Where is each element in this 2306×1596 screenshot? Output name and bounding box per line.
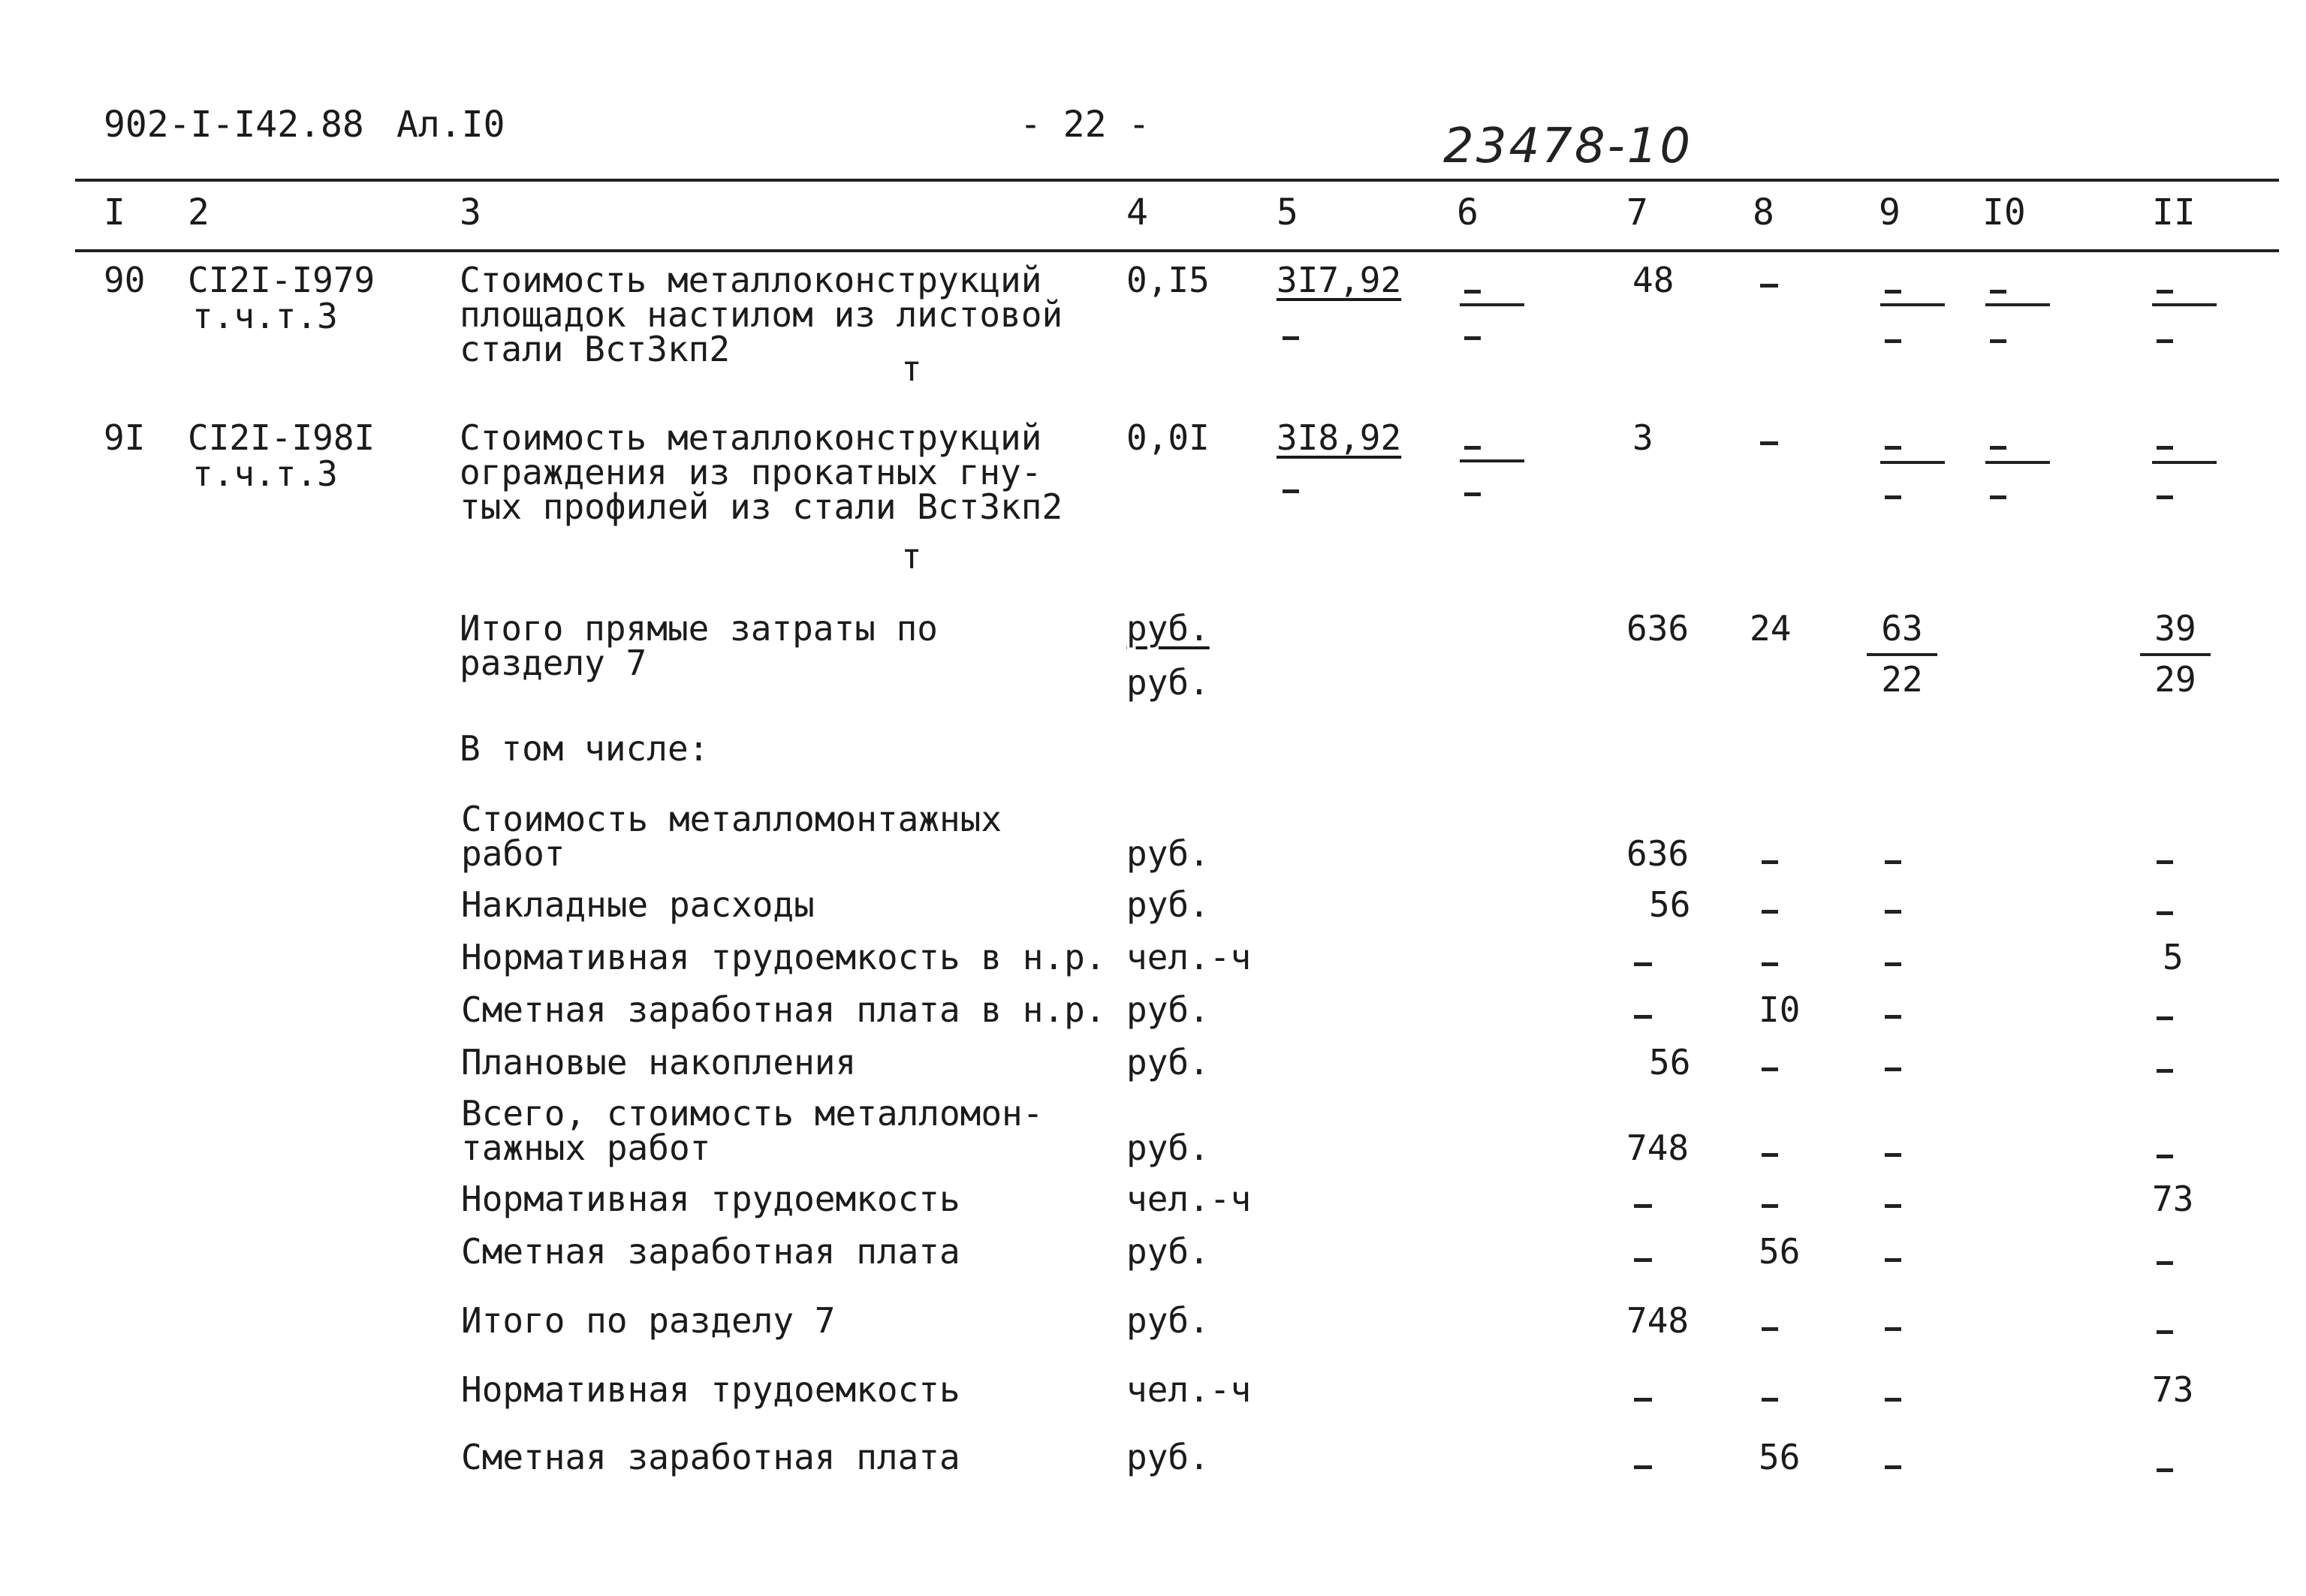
- row-91-quantity: 0,0I: [1126, 417, 1210, 458]
- column-number-9: 9: [1879, 191, 1901, 233]
- column-number-5: 5: [1277, 191, 1298, 233]
- row-91-description: Стоимость металлоконструкций ограждения из прокатных гну- тых профилей из стали ВстЗкп2: [460, 417, 1063, 527]
- column-number-7: 7: [1626, 191, 1648, 233]
- breakdown-labor-hours-unit: чел.-ч: [1126, 1179, 1252, 1219]
- row-91-col6-dash-top: [1464, 446, 1481, 450]
- column-number-6: 6: [1457, 191, 1479, 233]
- breakdown-metal-installation-cost-label: Стоимость металломонтажных работ: [461, 799, 1002, 874]
- row-91-col9-dash-top: [1885, 446, 1901, 450]
- breakdown-total-metal-installation-col9-dash: [1885, 1153, 1901, 1157]
- row-91-col6-dash-bottom: [1464, 492, 1481, 496]
- breakdown-labor-hours-col7-dash: [1634, 1204, 1652, 1208]
- breakdown-labor-hours-label: Нормативная трудоемкость: [461, 1179, 960, 1219]
- subtotal-col9-fraction: [1867, 608, 1937, 700]
- breakdown-wages-col9-dash: [1885, 1258, 1901, 1262]
- row-90-col11-dash-bottom: [2157, 339, 2173, 343]
- subtotal-unit-bottom: руб.: [1126, 662, 1210, 703]
- column-number-8: 8: [1753, 191, 1774, 233]
- breakdown-labor-hours-col11: 73: [2152, 1179, 2194, 1219]
- row-91-col9-rule: [1880, 461, 1945, 464]
- row-91-unit-mark: т: [901, 536, 922, 577]
- breakdown-wages-overhead-col11-dash: [2157, 1016, 2173, 1020]
- row-91-col8-dash: [1760, 441, 1778, 445]
- breakdown-section-wages-unit: руб.: [1126, 1437, 1210, 1477]
- breakdown-planned-savings-col7: 56: [1649, 1042, 1691, 1083]
- row-91-code: CI2I-I98I: [188, 417, 375, 458]
- column-number-11: II: [2152, 191, 2196, 233]
- breakdown-metal-installation-cost-col8-dash: [1762, 860, 1778, 864]
- row-91-col11-dash-bottom: [2157, 495, 2173, 499]
- breakdown-section-wages-col9-dash: [1885, 1465, 1901, 1469]
- column-number-4: 4: [1126, 191, 1148, 233]
- breakdown-metal-installation-cost-col7: 636: [1626, 833, 1690, 874]
- document-code: 902-I-I42.88: [104, 104, 364, 146]
- breakdown-labor-hours-overhead-label: Нормативная трудоемкость в н.р.: [461, 937, 1106, 977]
- breakdown-planned-savings-col8-dash: [1762, 1068, 1778, 1071]
- breakdown-section-total-col8-dash: [1762, 1327, 1778, 1331]
- row-90-col10-rule: [1985, 303, 2050, 306]
- subtotal-unit-top: руб.: [1126, 608, 1210, 649]
- breakdown-total-metal-installation-label: Всего, стоимость металломон- тажных работ: [461, 1093, 1044, 1168]
- breakdown-wages-col7-dash: [1634, 1258, 1652, 1262]
- row-90-unit-mark: т: [901, 348, 922, 389]
- breakdown-labor-hours-overhead-col9-dash: [1885, 962, 1901, 966]
- breakdown-planned-savings-unit: руб.: [1126, 1042, 1210, 1083]
- breakdown-overhead-col7: 56: [1649, 884, 1691, 925]
- row-90-code: CI2I-I979: [188, 260, 375, 300]
- breakdown-section-wages-label: Сметная заработная плата: [461, 1437, 960, 1477]
- breakdown-planned-savings-label: Плановые накопления: [461, 1042, 857, 1083]
- row-90-total: 48: [1632, 260, 1674, 300]
- handwritten-stamp-number: 23478-10: [1443, 119, 1693, 174]
- breakdown-metal-installation-cost-unit: руб.: [1126, 833, 1210, 874]
- row-90-col6-dash-top: [1464, 290, 1481, 294]
- breakdown-wages-overhead-unit: руб.: [1126, 989, 1210, 1030]
- page-number: - 22 -: [1020, 104, 1150, 146]
- breakdown-wages-label: Сметная заработная плата: [461, 1231, 960, 1272]
- sheet-label: Ал.I0: [396, 104, 505, 146]
- row-90-col5-dash: [1283, 336, 1299, 340]
- row-91-code-part: т.ч.т.3: [192, 453, 338, 494]
- row-90-unit-price: 3I7,92: [1277, 260, 1402, 300]
- breakdown-section-labor-hours-unit: чел.-ч: [1126, 1369, 1252, 1410]
- breakdown-metal-installation-cost-col11-dash: [2157, 860, 2173, 864]
- breakdown-labor-hours-col8-dash: [1762, 1204, 1778, 1208]
- row-90-col6-dash-bottom: [1464, 336, 1481, 340]
- subtotal-col9-top: 63: [1867, 611, 1937, 656]
- column-number-2: 2: [188, 191, 209, 233]
- row-91-col6-rule: [1460, 459, 1524, 462]
- breakdown-section-wages-col7-dash: [1634, 1465, 1652, 1469]
- breakdown-labor-hours-overhead-col11: 5: [2163, 937, 2184, 977]
- breakdown-section-total-label: Итого по разделу 7: [461, 1300, 836, 1341]
- breakdown-section-labor-hours-col11: 73: [2152, 1369, 2194, 1410]
- row-90-col10-dash-bottom: [1990, 339, 2006, 343]
- breakdown-planned-savings-col11-dash: [2157, 1069, 2173, 1073]
- breakdown-labor-hours-overhead-unit: чел.-ч: [1126, 937, 1252, 977]
- breakdown-section-total-unit: руб.: [1126, 1300, 1210, 1341]
- row-91-col11-rule: [2152, 461, 2217, 464]
- row-91-number: 9I: [104, 417, 146, 458]
- row-90-code-part: т.ч.т.3: [192, 296, 338, 336]
- breakdown-section-labor-hours-col7-dash: [1634, 1398, 1652, 1402]
- breakdown-labor-hours-overhead-col7-dash: [1634, 962, 1652, 966]
- row-90-quantity: 0,I5: [1126, 260, 1210, 300]
- subtotal-label: Итого прямые затраты по разделу 7: [460, 608, 938, 683]
- row-90-col9-dash-bottom: [1885, 339, 1901, 343]
- row-90-number: 90: [104, 260, 146, 300]
- breakdown-wages-overhead-label: Сметная заработная плата в н.р.: [461, 989, 1106, 1030]
- including-label: В том числе:: [460, 728, 710, 769]
- table-top-rule: [75, 179, 2279, 182]
- row-91-col10-dash-top: [1990, 446, 2006, 450]
- breakdown-overhead-unit: руб.: [1126, 884, 1210, 925]
- breakdown-section-wages-col8: 56: [1759, 1437, 1801, 1477]
- subtotal-col8: 24: [1750, 608, 1792, 649]
- column-number-10: I0: [1982, 191, 2026, 233]
- row-90-col8-dash: [1760, 284, 1778, 288]
- column-header-rule: [75, 249, 2279, 252]
- breakdown-metal-installation-cost-col9-dash: [1885, 860, 1901, 864]
- breakdown-planned-savings-col9-dash: [1885, 1068, 1901, 1071]
- row-91-col11-dash-top: [2157, 446, 2173, 450]
- breakdown-section-labor-hours-label: Нормативная трудоемкость: [461, 1369, 960, 1410]
- row-90-col9-dash-top: [1885, 290, 1901, 294]
- row-91-col5-dash: [1283, 489, 1299, 493]
- subtotal-col11-top: 39: [2140, 611, 2211, 656]
- breakdown-section-wages-col11-dash: [2157, 1468, 2173, 1472]
- row-90-col6-rule: [1460, 303, 1524, 306]
- subtotal-col11-bottom: 29: [2154, 659, 2196, 700]
- breakdown-overhead-col9-dash: [1885, 910, 1901, 914]
- breakdown-overhead-col11-dash: [2157, 911, 2173, 915]
- row-90-col10-dash-top: [1990, 290, 2006, 294]
- row-90-description: Стоимость металлоконструкций площадок настилом из листовой стали ВстЗкп2: [460, 260, 1063, 369]
- breakdown-section-total-col7: 748: [1626, 1300, 1690, 1341]
- breakdown-wages-col11-dash: [2157, 1261, 2173, 1265]
- breakdown-wages-col8: 56: [1759, 1231, 1801, 1272]
- breakdown-section-total-col11-dash: [2157, 1330, 2173, 1334]
- breakdown-wages-overhead-col9-dash: [1885, 1015, 1901, 1019]
- breakdown-total-metal-installation-unit: руб.: [1126, 1128, 1210, 1168]
- breakdown-wages-overhead-col8: I0: [1759, 989, 1801, 1030]
- breakdown-section-labor-hours-col9-dash: [1885, 1398, 1901, 1402]
- breakdown-labor-hours-overhead-col8-dash: [1762, 962, 1778, 966]
- column-number-1: I: [104, 191, 125, 233]
- subtotal-col11-fraction: [2140, 608, 2211, 700]
- row-91-col9-dash-bottom: [1885, 495, 1901, 499]
- breakdown-section-labor-hours-col8-dash: [1762, 1398, 1778, 1402]
- breakdown-labor-hours-col9-dash: [1885, 1204, 1901, 1208]
- row-91-unit-price: 3I8,92: [1277, 417, 1402, 458]
- breakdown-total-metal-installation-col11-dash: [2157, 1155, 2173, 1158]
- breakdown-total-metal-installation-col8-dash: [1762, 1153, 1778, 1157]
- breakdown-overhead-label: Накладные расходы: [461, 884, 815, 925]
- subtotal-col9-bottom: 22: [1881, 659, 1923, 700]
- breakdown-total-metal-installation-col7: 748: [1626, 1128, 1690, 1168]
- breakdown-section-total-col9-dash: [1885, 1327, 1901, 1331]
- row-90-col11-dash-top: [2157, 290, 2173, 294]
- row-91-col10-rule: [1985, 461, 2050, 464]
- breakdown-overhead-col8-dash: [1762, 910, 1778, 914]
- column-number-3: 3: [460, 191, 481, 233]
- row-91-col10-dash-bottom: [1990, 495, 2006, 499]
- breakdown-wages-unit: руб.: [1126, 1231, 1210, 1272]
- subtotal-col7: 636: [1626, 608, 1690, 649]
- breakdown-wages-overhead-col7-dash: [1634, 1015, 1652, 1019]
- row-90-col9-rule: [1880, 303, 1945, 306]
- row-91-total: 3: [1632, 417, 1653, 458]
- row-90-col11-rule: [2152, 303, 2217, 306]
